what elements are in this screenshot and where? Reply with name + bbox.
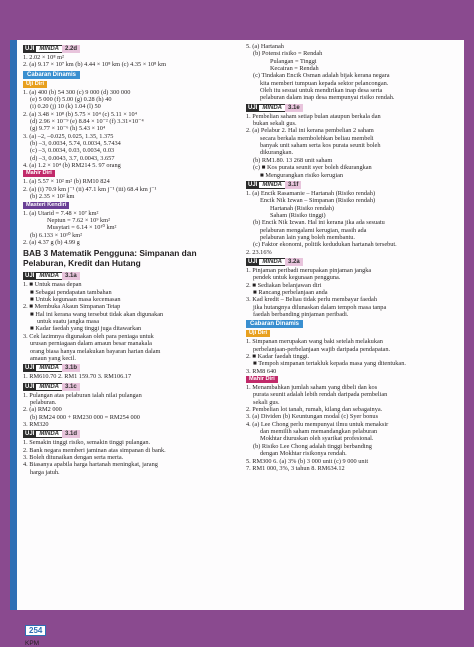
answer-line: 1. Pembelian saham setiap bulan ataupun berkala dan [246, 112, 381, 120]
answer-line: 2. ■ Membuka Akaun Simpanan Tetap [23, 303, 121, 311]
answer-line: 5. (a) Hartanah [246, 43, 284, 50]
minda-label: MINDA [36, 383, 62, 391]
ujidiri-section-label [246, 329, 456, 338]
answer-line: pelaburan mengalami kerugian, masih ada [260, 226, 367, 234]
answer-line: amaun yang kecil. [30, 354, 76, 362]
section-number: 3.2a [285, 258, 303, 266]
answer-line: ■ Rancang perbelanjaan anda [253, 288, 328, 296]
answer-line: 5. RM300 6. (a) 3% (b) 3 000 unit (c) 9 000 unit [246, 457, 369, 465]
uji-label: UJI [248, 104, 258, 111]
answer-line: (c) ■ Kos purata seunit syer boleh dikurangkan [253, 164, 372, 172]
answer-line: 1. 2.02 × 10⁸ m² [23, 54, 64, 61]
section-number: 3.1e [285, 104, 303, 112]
answer-line: urusan perniagaan dalam amaun besar manakala [30, 340, 152, 348]
answer-line: 2. (a) 3.48 × 10⁸ (b) 5.75 × 10⁴ (c) 5.11 × 10⁴ [23, 110, 137, 118]
mahir-section-label [23, 169, 235, 178]
minda-label: MINDA [259, 181, 285, 189]
answer-line: 2. Bank negara memberi jaminan atas simpanan di bank. [23, 446, 166, 454]
answer-line: 1. (a) Utarid = 7.48 × 10⁷ km² [23, 209, 99, 217]
answer-line: perbelanjaan-perbelanjaan wajib daripada pendapatan. [253, 345, 391, 353]
answer-line: ■ Tempoh simpanan tertakluk kepada masa yang ditentukan. [253, 360, 406, 368]
answer-line: 1. (a) Encik Rasamanie – Hartanah (Risiko rendah) [246, 189, 376, 197]
answer-line: 2. ■ Kadar faedah tinggi. [246, 353, 310, 361]
answer-line: 2. (a) 9.17 × 10⁷ km (b) 4.44 × 10⁸ km (c) 4.35 × 10⁸ km [23, 61, 166, 69]
answer-line: 2. (a) Pelabur 2. Hal ini kerana pembelian 2 saham [246, 127, 374, 135]
answer-line: (d) 2.96 × 10⁻⁹ (e) 8.84 × 10⁻² (f) 3.31×10⁻⁴ [30, 118, 144, 126]
answer-line: (b) RM24 000 + RM230 000 = RM254 000 [30, 413, 140, 421]
answer-line: 2. 23.16% [246, 248, 272, 256]
answer-line: ■ Hal ini kerana wang tersebut tidak akan digunakan [30, 310, 164, 318]
answer-line: sekali gus. [253, 398, 280, 406]
answer-line: (b) –3, 0.0034, 5.74, 0.0034, 5.7434 [30, 140, 121, 148]
answer-line: (e) 5 000 (f) 5.00 (g) 0.28 (h) 40 [30, 96, 112, 104]
answer-line: Hartanah (Risiko rendah) [270, 204, 334, 212]
uji-minda-tag [23, 362, 235, 373]
right-column [246, 43, 456, 472]
answer-line: 2. Pembelian lot tanah, rumah, kilang dan sebagainya. [246, 406, 383, 414]
answer-line: pendek untuk kegunaan pengguna. [253, 274, 341, 282]
answer-line: 4. (a) 1.2 × 10⁴ (b) RM214 5. 97 orang [23, 162, 121, 170]
section-number: 3.1a [62, 272, 80, 280]
uji-label: UJI [25, 46, 35, 52]
answer-line: 3. RM320 [23, 420, 49, 428]
ujidiri-section-label [23, 80, 235, 89]
section-number: 3.1b [62, 364, 80, 372]
chapter-heading: BAB 3 Matematik Pengguna: Simpanan dan Pelaburan, Kredit dan Hutang [23, 248, 197, 268]
answer-line: Musytari = 6.14 × 10¹⁰ km² [47, 224, 117, 232]
answer-line: 3. Cek lazimnya digunakan oleh para peniaga untuk [23, 332, 154, 340]
answer-line: ■ Untuk kegunaan masa kecemasan [30, 296, 121, 304]
answer-line: faedah berbanding pinjaman peribadi. [253, 311, 349, 318]
uji-minda-tag [246, 256, 456, 267]
uji-label: UJI [248, 181, 258, 188]
answer-line: 2. ■ Sediakan belanjawan diri [246, 281, 322, 289]
uji-label: UJI [25, 365, 35, 372]
uji-label: UJI [248, 258, 258, 265]
answer-line: 1. Simpanan merupakan wang baki setelah melakukan [246, 338, 383, 346]
uji-label: UJI [25, 383, 35, 390]
answer-line: (b) Potensi risiko = Rendah [253, 50, 323, 58]
answer-line: 3. RM8 640 [246, 367, 277, 375]
answer-line: dikurangkan. [260, 149, 294, 157]
answer-line: jika hutangnya dilunaskan dalam tempoh masa tanpa [253, 303, 387, 311]
answer-line: ■ Kadar faedah yang tinggi juga ditawarkan [30, 325, 142, 333]
answer-line: 1. RM610.70 2. RM1 159.70 3. RM106.17 [23, 373, 132, 381]
answer-line: Saham (Risiko tinggi) [270, 211, 326, 219]
answer-line: Encik Nik Izwan – Simpanan (Risiko rendah) [260, 197, 376, 205]
answer-line: purata seunit adalah lebih rendah daripada pembelian [253, 391, 388, 399]
uji-minda-tag [23, 381, 235, 392]
uji-minda-tag [246, 179, 456, 190]
answer-line: (c) –3, 0.0034, 0.03, 0.0034, 0.03 [30, 147, 115, 155]
answer-line: dengan Mokhtar risikonya rendah. [260, 450, 347, 458]
answer-line: Neptun = 7.62 × 10⁹ km² [47, 216, 110, 224]
publisher-label: KPM [25, 640, 40, 647]
section-number: 3.1d [62, 430, 80, 438]
answer-line: pelaburan dalam inap desa mempunyai risiko rendah. [260, 94, 395, 102]
page-sidebar-strip [10, 40, 17, 610]
answer-line: 1. (a) 5.57 × 10² m² (b) RM10 824 [23, 178, 110, 186]
minda-label: MINDA [36, 364, 62, 372]
answer-line: Pulangan = Tinggi [270, 57, 317, 65]
answer-line: 2. (a) (i) 70.9 km j⁻¹ (ii) 47.1 km j⁻¹ (iii) 68.4 km j⁻¹ [23, 185, 157, 193]
answer-line: ■ Sebagai pendapatan tambahan [30, 288, 112, 296]
answer-line: 1. Semakin tinggi risiko, semakin tinggi pulangan. [23, 439, 151, 447]
cab-section-label [23, 69, 235, 80]
mastery-label: Masteri Kendiri [23, 202, 69, 209]
answer-line: kita memberi tumpuan kepada sektor pelancongan. [260, 79, 389, 87]
answer-line: 1. ■ Untuk masa depan [23, 281, 82, 289]
uji-minda-tag [246, 102, 456, 113]
uji-minda-tag [23, 270, 235, 281]
uji-label: UJI [25, 273, 35, 280]
answer-line: 7. RM1 000, 3%, 3 tahun 8. RM634.12 [246, 464, 345, 472]
answer-line: 4. (a) Lee Chong perlu mempunyai ilmu untuk menaksir [246, 420, 389, 428]
answer-line: Oleh itu sesuai untuk mendirikan inap desa serta [260, 87, 383, 95]
answer-line: Mokhtar diuruskan oleh syarikat profesional. [260, 435, 374, 443]
answer-line: 1. Menambahkan jumlah saham yang dibeli dan kos [246, 384, 378, 392]
answer-line: 1. (a) 400 (b) 54 300 (c) 9 000 (d) 300 000 [23, 88, 131, 96]
answer-line: pelaburan. [30, 398, 57, 406]
minda-label: MINDA [36, 45, 62, 53]
uji-label: UJI [25, 431, 35, 438]
answer-line: orang biasa hanya melakukan bayaran harian dalam [30, 347, 161, 355]
answer-line: (b) Risiko Lee Chong adalah tinggi berbanding [253, 442, 372, 450]
answer-line: 4. Biasanya apabila harga hartanah meningkat, jarang [23, 461, 158, 469]
page-footer [25, 620, 55, 647]
section-number: 3.1f [285, 181, 301, 189]
minda-label: MINDA [36, 272, 62, 280]
answer-line: (b) RM1.80. 13 268 unit saham [253, 156, 333, 164]
answer-line: (b) Encik Nik Izwan. Hal ini kerana jika ada sesuatu [253, 219, 385, 227]
answer-line: Kecairan = Rendah [270, 65, 319, 73]
mastery-section-label [23, 201, 235, 210]
answer-line: (i) 0.20 (j) 10 (k) 1.04 (l) 50 [30, 103, 101, 111]
cab-label: Cabaran Dinamis [23, 71, 80, 79]
uji-minda-tag [23, 428, 235, 439]
section-number: 2.2d [62, 45, 80, 53]
answer-line: 2. (a) 4.37 g (b) 4.99 g [23, 238, 80, 246]
answer-line: secara berkala membolehkan beliau membeli [260, 134, 374, 142]
answer-line: (d) –3, 0.0043, 3.7, 0.0043, 3.657 [30, 154, 115, 162]
minda-label: MINDA [259, 258, 285, 266]
ujidiri-label: Uji Diri [246, 330, 270, 337]
ujidiri-label: Uji Diri [23, 81, 47, 88]
answer-line: bukan sekali gus. [253, 120, 297, 128]
answer-line: 3. Kad kredit – Beliau tidak perlu membayar faedah [246, 296, 377, 304]
answer-line: 1. Pinjaman peribadi merupakan pinjaman jangka [246, 266, 372, 274]
answer-line: (b) 2.35 × 10² km [30, 193, 75, 201]
answer-line: banyak unit saham serta kos purata seunit boleh [260, 142, 381, 150]
answer-line: 1. Pulangan atas pelaburan ialah nilai pulangan [23, 391, 142, 399]
answer-line: (c) Faktor ekonomi, politik kedudukan hartanah tersebut. [253, 241, 397, 249]
answer-line: dan memilih saham memandangkan pelaburan [260, 428, 378, 436]
mahir-label: Mahir Diri [246, 376, 278, 383]
section-number: 3.1c [62, 383, 80, 391]
answer-line: ■ Mengurangkan risiko kerugian [260, 171, 344, 179]
answer-line: harga jatuh. [30, 468, 60, 476]
cab-section-label [246, 318, 456, 329]
answer-line: 3. (a) Dividen (b) Keuntungan modal (c) Syer bonus [246, 413, 379, 421]
answer-line: (c) Tindakan Encik Osman adalah bijak kerana negara [253, 72, 390, 80]
mahir-label: Mahir Diri [23, 170, 55, 177]
minda-label: MINDA [259, 104, 285, 112]
left-column [23, 43, 235, 476]
answer-line: 3. Boleh ditunaikan dengan serta merta. [23, 453, 124, 461]
minda-label: MINDA [36, 430, 62, 438]
answer-line: 2. (a) RM2 000 [23, 406, 62, 414]
answer-line: (b) 6.133 × 10¹⁰ km² [30, 231, 83, 239]
page-number: 254 [25, 625, 46, 636]
answer-line: (g) 9.77 × 10⁻⁶ (h) 5.43 × 10⁴ [30, 125, 106, 133]
answer-line: pelaburan lain yang boleh membantu. [260, 233, 355, 241]
answer-line: untuk suatu jangka masa [37, 318, 100, 326]
cab-label: Cabaran Dinamis [246, 320, 303, 328]
answer-line: 3. (a) –2, –0.025, 0.025, 1.35, 1.375 [23, 132, 114, 140]
uji-minda-tag [23, 43, 235, 54]
mahir-section-label [246, 375, 456, 384]
answer-page [10, 40, 464, 647]
